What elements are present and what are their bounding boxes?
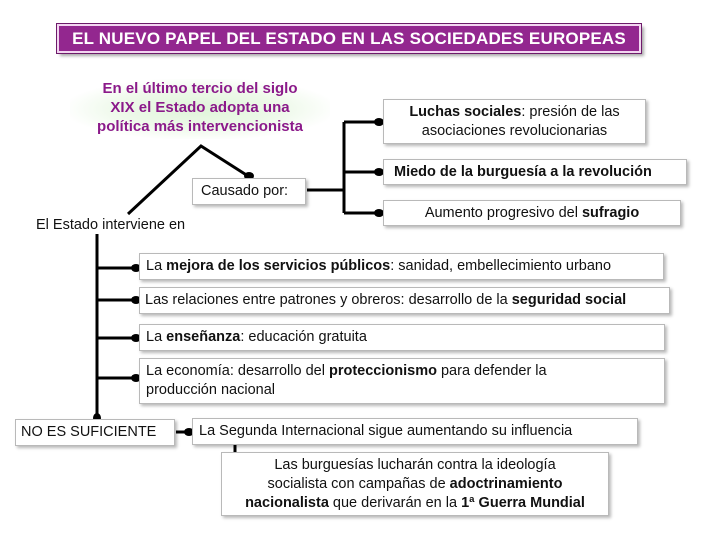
area-ensenanza-pre: La	[146, 329, 167, 345]
conclusion-line-3-bold: nacionalista	[245, 495, 329, 511]
cause-luchas-sociales-line2: asociaciones revolucionarias	[421, 123, 608, 139]
conclusion-line-3-bold2: 1ª Guerra Mundial	[461, 495, 585, 511]
conclusion-line-2-bold: adoctrinamiento	[449, 476, 563, 492]
conclusion-line-1: Las burguesías lucharán contra la ideología	[274, 457, 556, 473]
segunda-internacional-label: La Segunda Internacional sigue aumentando su influencia	[199, 423, 573, 439]
no-es-suficiente-box	[15, 419, 175, 446]
area-ensenanza-bold: enseñanza	[166, 329, 241, 345]
cause-aumento-sufragio-rest: Aumento progresivo del	[424, 205, 582, 221]
area-relaciones-laborales-bold: seguridad social	[511, 292, 627, 308]
cause-aumento-sufragio	[383, 200, 681, 226]
cause-luchas-sociales-bold: Luchas sociales	[409, 104, 522, 120]
area-servicios-publicos-rest: : sanidad, embellecimiento urbano	[390, 258, 612, 274]
cause-aumento-sufragio-bold: sufragio	[581, 205, 640, 221]
area-servicios-publicos-bold: mejora de los servicios públicos	[166, 258, 391, 274]
intro-line-3: política más intervencionista	[97, 118, 303, 135]
area-economia-rest: para defender la	[436, 363, 547, 379]
intro-line-2: XIX el Estado adopta una	[110, 99, 290, 116]
conclusion-line-3-mid: que derivarán en la	[328, 495, 462, 511]
estado-interviene-label: El Estado interviene en	[36, 217, 186, 233]
area-economia	[139, 358, 665, 404]
area-servicios-publicos-pre: La	[146, 258, 167, 274]
conclusion-box	[221, 452, 609, 516]
causado-por-box	[192, 178, 306, 205]
no-es-suficiente-emph: ES SUFICIENTE	[46, 424, 157, 440]
cause-luchas-sociales-rest: : presión de las	[521, 104, 620, 120]
causado-por-label: Causado por:	[201, 183, 289, 199]
area-economia-line2: producción nacional	[146, 382, 275, 398]
area-relaciones-laborales-rest: Las relaciones entre patrones y obreros: desarrollo de la	[145, 292, 512, 308]
area-ensenanza	[139, 324, 665, 351]
page-title: EL NUEVO PAPEL DEL ESTADO EN LAS SOCIEDADES EUROPEAS	[57, 24, 641, 53]
conclusion-line-2-pre: socialista con campañas de	[267, 476, 450, 492]
intro-text	[70, 79, 330, 139]
area-servicios-publicos	[139, 253, 664, 280]
cause-luchas-sociales	[383, 99, 646, 144]
intro-line-1: En el último tercio del siglo	[102, 80, 298, 97]
area-economia-pre: La economía: desarrollo del	[146, 363, 329, 379]
segunda-internacional-box	[192, 418, 638, 445]
area-relaciones-laborales	[139, 287, 670, 314]
cause-miedo-burguesia	[383, 159, 687, 185]
area-ensenanza-rest: : educación gratuita	[240, 329, 367, 345]
cause-miedo-burguesia-label: Miedo de la burguesía a la revolución	[394, 164, 652, 180]
area-economia-bold: proteccionismo	[328, 363, 437, 379]
no-es-suficiente-pre: NO	[21, 424, 47, 440]
